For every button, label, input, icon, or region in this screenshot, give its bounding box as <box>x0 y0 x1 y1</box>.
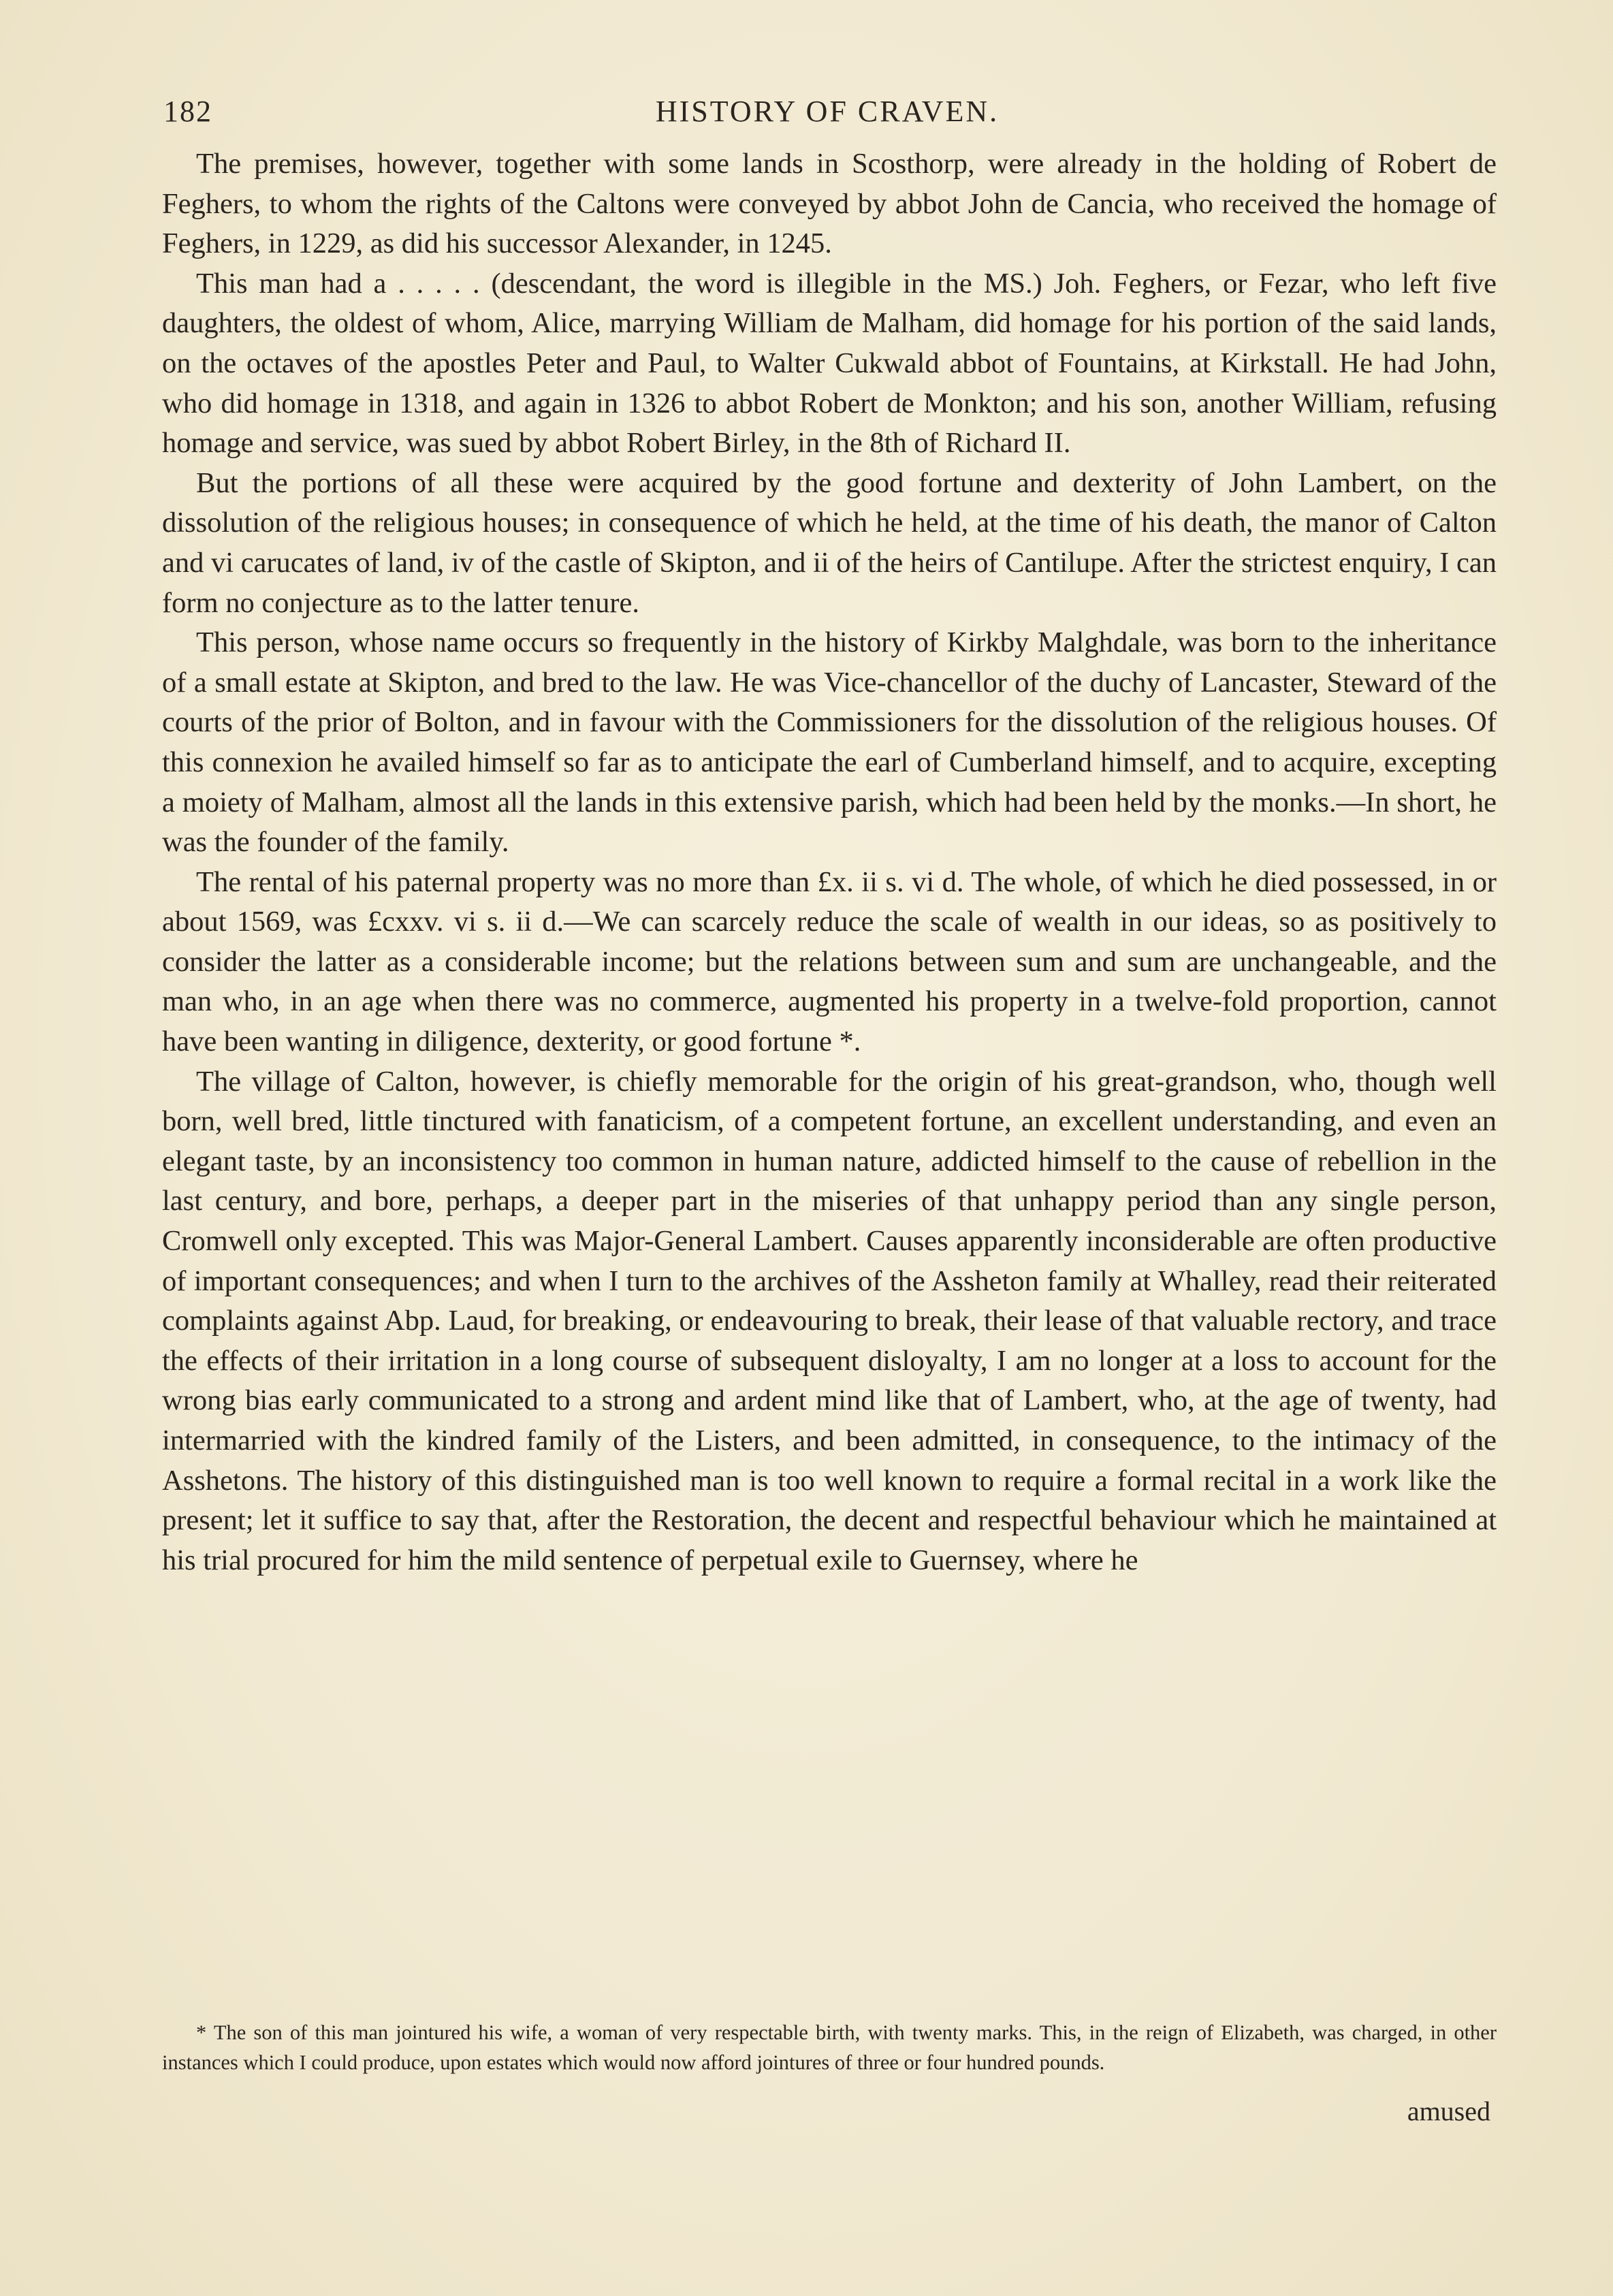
paragraph: The premises, however, together with some lands in Scosthorp, were already in the holding of Robert de Feghers, to whom the rights of the Caltons were conveyed by abbot John de Cancia, who received the homage of Feghers, in 1229, as did his successor Alexander, in 1245. <box>162 148 1497 260</box>
paragraph: This man had a . . . . . (descendant, the word is illegible in the MS.) Joh. Feghers, or Fezar, who left five daughters, the oldest of whom, Alice, marrying William de Malham, did homage for his portion of the said lands, on the octaves of the apostles Peter and Paul, to Walter Cukwald abbot of Fountains, at Kirkstall. He had John, who did homage in 1318, and again in 1326 to abbot Robert de Monkton; and his son, another William, refusing homage and service, was sued by abbot Robert Birley, in the 8th of Richard II. <box>162 267 1497 460</box>
page-number: 182 <box>163 95 212 128</box>
body-text <box>162 144 1497 1580</box>
catchword: amused <box>1407 2096 1490 2126</box>
running-head <box>163 94 1491 135</box>
running-title: HISTORY OF CRAVEN. <box>655 95 1000 128</box>
paragraph: The rental of his paternal property was no more than £x. ii s. vi d. The whole, of which he died possessed, in or about 1569, was £cxxv. vi s. ii d.—We can scarcely reduce the scale of wealth in our ideas, so as positively to consider the latter as a considerable income; but the relations between sum and sum are unchangeable, and the man who, in an age when there was no commerce, augmented his property in a twelve-fold proportion, cannot have been wanting in diligence, dexterity, or good fortune *. <box>162 865 1497 1058</box>
footnote: * The son of this man jointured his wife, a woman of very respectable birth, with twenty marks. This, in the reign of Elizabeth, was charged, in other instances which I could produce, upon estates which would now afford jointures of three or four hundred pounds. <box>162 2021 1497 2074</box>
paragraph: The village of Calton, however, is chiefly memorable for the origin of his great-grandson, who, though well born, well bred, little tinctured with fanaticism, of a competent fortune, an excellent understanding, and even an elegant taste, by an inconsistency too common in human nature, addicted himself to the cause of rebellion in the last century, and bore, perhaps, a deeper part in the miseries of that unhappy period than any single person, Cromwell only excepted. This was Major-General Lambert. Causes apparently inconsiderable are often productive of important consequences; and when I turn to the archives of the Assheton family at Whalley, read their reiterated complaints against Abp. Laud, for breaking, or endeavouring to break, their lease of that valuable rectory, and trace the effects of their irritation in a long course of subsequent disloyalty, I am no longer at a loss to account for the wrong bias early communicated to a strong and ardent mind like that of Lambert, who, at the age of twenty, had intermarried with the kindred family of the Listers, and been admitted, in consequence, to the intimacy of the Asshetons. The history of this distinguished man is too well known to require a formal recital in a work like the present; let it suffice to say that, after the Restoration, the decent and respectful behaviour which he maintained at his trial procured for him the mild sentence of perpetual exile to Guernsey, where he <box>162 1065 1497 1576</box>
paragraph: This person, whose name occurs so frequently in the history of Kirkby Malghdale, was born to the inheritance of a small estate at Skipton, and bred to the law. He was Vice-chancellor of the duchy of Lancaster, Steward of the courts of the prior of Bolton, and in favour with the Commissioners for the dissolution of the religious houses. Of this connexion he availed himself so far as to anticipate the earl of Cumberland himself, and to acquire, excepting a moiety of Malham, almost all the lands in this extensive parish, which had been held by the monks.—In short, he was the founder of the family. <box>162 626 1497 859</box>
paragraph: But the portions of all these were acquired by the good fortune and dexterity of John Lambert, on the dissolution of the religious houses; in consequence of which he held, at the time of his death, the manor of Calton and vi carucates of land, iv of the castle of Skipton, and ii of the heirs of Cantilupe. After the strictest enquiry, I can form no conjecture as to the latter tenure. <box>162 466 1497 619</box>
